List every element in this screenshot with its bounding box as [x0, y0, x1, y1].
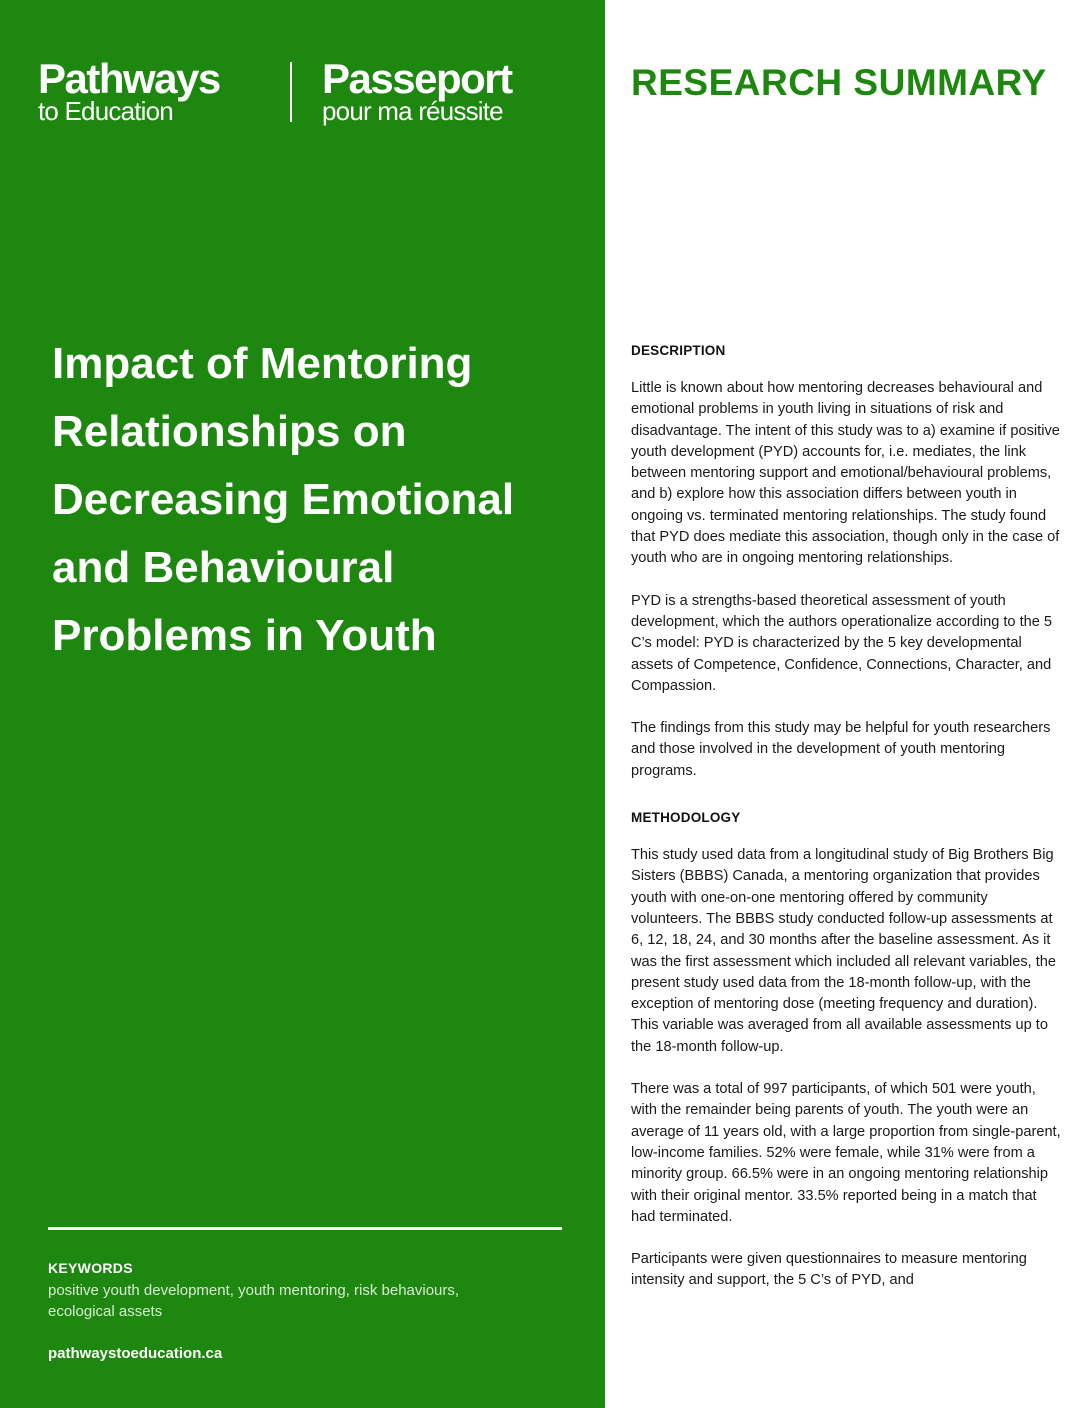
pathways-wordmark: Pathways — [38, 55, 220, 102]
methodology-paragraph: This study used data from a longitudinal study of Big Brothers Big Sisters (BBBS) Canada, a mentoring organization that provides youth with one-on-one mentoring offered by community volunteers. The BBBS study conducted follow-up assessments at 6, 12, 18, 24, and 30 months after the baseline assessment. As it was the first assessment which included all relevant variables, the present study used data from the 18-month follow-up, with the exception of mentoring dose (meeting frequency and duration). This variable was averaged from all available assessments up to the 18-month follow-up. — [631, 847, 1057, 1055]
methodology-paragraph: Participants were given questionnaires to measure mentoring intensity and support, the 5 C’s of PYD, and — [631, 1251, 1027, 1289]
passeport-wordmark: Passeport — [322, 55, 512, 102]
summary-panel — [605, 0, 1088, 1408]
to-education-wordmark: to Education — [38, 96, 173, 126]
description-paragraph: The findings from this study may be helpful for youth researchers and those involved in the development of youth mentoring programs. — [631, 720, 1051, 779]
website-link[interactable]: pathwaystoeducation.ca — [48, 1345, 223, 1362]
methodology-paragraph: There was a total of 997 participants, of which 501 were youth, with the remainder being parents of youth. The youth were an average of 11 years old, with a large proportion from single-parent, low-income families. 52% were female, while 31% were from a minority group. 66.5% were in an ongoing mentoring relationship with their original mentor. 33.5% reported being in a match that had terminated. — [631, 1081, 1061, 1225]
summary-content — [631, 343, 1061, 1313]
description-paragraph: PYD is a strengths-based theoretical assessment of youth development, which the authors operationalize according to the 5 C’s model: PYD is characterized by the 5 key developmental assets of Competence, Confidence, Connections, Character, and Compassion. — [631, 592, 1053, 694]
logo-divider — [290, 62, 292, 122]
document-title: Impact of Mentoring Relationships on Decreasing Emotional and Behavioural Problems in Youth — [52, 339, 515, 660]
keywords-heading: KEYWORDS — [48, 1260, 133, 1276]
methodology-heading: METHODOLOGY — [631, 810, 741, 826]
document-type-label: RESEARCH SUMMARY — [631, 62, 1047, 103]
pour-ma-reussite-wordmark: pour ma réussite — [322, 96, 503, 126]
divider-rule — [48, 1227, 562, 1230]
description-paragraph: Little is known about how mentoring decreases behavioural and emotional problems in youth living in situations of risk and disadvantage. The intent of this study was to a) examine if positive youth development (PYD) accounts for, i.e. mediates, the link between mentoring support and emotional/behavioural problems, and b) explore how this association differs between youth in ongoing vs. terminated mentoring relationships. The study found that PYD does mediate this association, though only in the case of youth who are in ongoing mentoring relationships. — [631, 380, 1060, 567]
description-heading: DESCRIPTION — [631, 343, 726, 358]
keywords-text: positive youth development, youth mentoring, risk behaviours, ecological assets — [48, 1282, 460, 1320]
